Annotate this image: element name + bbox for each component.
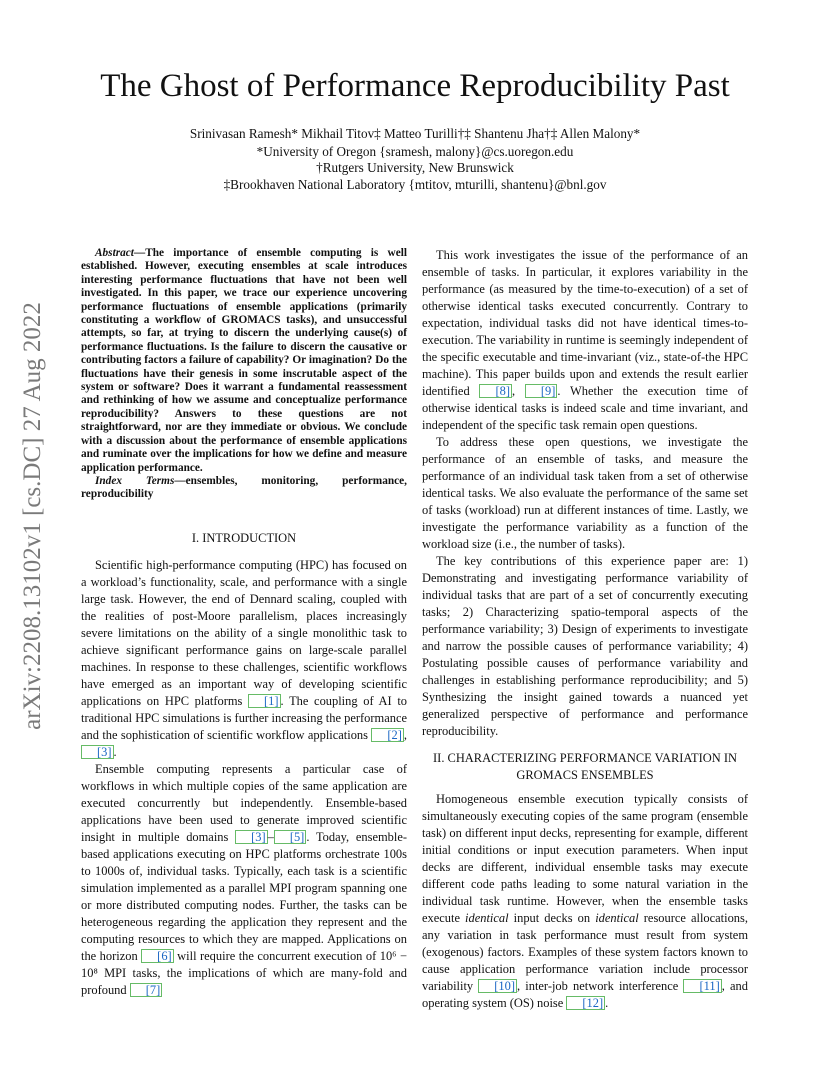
citation-link[interactable]: [10] — [478, 979, 517, 993]
citation-link[interactable]: [2] — [371, 728, 404, 742]
citation-link[interactable]: [3] — [235, 830, 268, 844]
citation-link[interactable]: [12] — [566, 996, 605, 1010]
citation-link[interactable]: [6] — [141, 949, 174, 963]
arxiv-stamp — [14, 272, 52, 760]
text: input decks on — [508, 911, 596, 925]
citation-link[interactable]: [8] — [479, 384, 512, 398]
affiliation-bnl: ‡Brookhaven National Laboratory {mtitov, mturilli, shantenu}@bnl.gov — [223, 177, 607, 192]
text: This work investigates the issue of the performance of an ensemble of tasks. In particular, it explores variability in the performance (as measured by the time-to-execution) of a set of otherwise identical tasks executed concurrently. Contrary to expectation, individual tasks did not have identical times-to-execution. The variability in runtime is seemingly independent of the specific executable and time-invariant (viz., state-of-the HPC machine). This paper builds upon and extends the result earlier identified — [422, 248, 748, 398]
abstract-text: —The importance of ensemble computing is well established. However, executing ensembles at scale introduces interesting performance fluctuations that have not been well investigated. In this paper, we trace our experience uncovering performance fluctuations of ensemble applications (primarily constituting a workflow of GROMACS tasks), and unsuccessful attempts, so far, at trying to discern the underlying cause(s) of performance fluctuations. Is the failure to discern the causative or contributing factors a failure of capability? Or imagination? Do the fluctuations have their genesis in some inscrutable aspect of the system or software? Does it warrant a fundamental reassessment and rethinking of how we assume and conceptualize performance reproducibility? Answers to these questions are not straightforward, nor are they immediate or obvious. We conclude with a discussion about the performance of ensemble applications and ruminate over the implications for how we define and measure application performance. — [81, 247, 407, 474]
intro-paragraph-2: Ensemble computing represents a particular case of workflows in which multiple copies of the same application are executed concurrently but independently. Ensemble-based applications have been used to generate improved scientific insight in multiple domains [3] – [5] . Today, ensemble-based applications executing on HPC platforms orchestrate 100s to 1000s of, individual tasks. Typically, each task is a scientific simulation implemented as a parallel MPI program spanning one or more distributed computing nodes. Further, the tasks can be heterogeneous regarding the application they represent and the computing resources to which they are mapped. Applications on the horizon [6] will require the concurrent execution of 10⁶ − 10⁸ MPI tasks, the implications of which are many-fold and profound [7] — [81, 761, 408, 997]
section-heading-2-line-1: II. CHARACTERIZING PERFORMANCE VARIATION IN — [433, 751, 737, 765]
right-paragraph-2: To address these open questions, we investigate the performance of an ensemble of tasks, and measure the performance of an individual task taken from a set of otherwise identical tasks. We also evaluate the performance of the same set of tasks (workload) run at different instances of time. Lastly, we investigate the performance variability as a function of the workload size (i.e., the number of tasks). — [422, 435, 748, 551]
author-list: Srinivasan Ramesh* Mikhail Titov‡ Matteo Turilli†‡ Shantenu Jha†‡ Allen Malony* — [189, 126, 641, 141]
text: Scientific high-performance computing (HPC) has focused on a workload’s functionality, scale, and performance with a single large task. However, the end of Dennard scaling, coupled with the realities of post-Moore parallelism, places increasingly severe limitations on the ability of a single monolithic task to achieve significant performance gains on large-scale parallel machines. In response to these challenges, scientific workflows have emerged as an important way of developing scientific applications on HPC platforms — [81, 557, 407, 708]
index-terms-text: —ensembles, monitoring, performance, reproducibility — [81, 474, 407, 501]
text: , inter-job network interference — [517, 979, 684, 993]
section-heading-introduction: I. INTRODUCTION — [191, 530, 297, 545]
text: . The coupling of AI to traditional HPC simulations is further increasing the performance and the sophistication of scientific workflow applications — [81, 693, 408, 742]
affiliation-rutgers: †Rutgers University, New Brunswick — [316, 160, 514, 175]
section-heading-2-line-2: GROMACS ENSEMBLES — [516, 768, 654, 782]
citation-link[interactable]: [1] — [248, 694, 281, 708]
text: , and operating system (OS) noise — [422, 979, 748, 1010]
abstract — [81, 247, 407, 475]
section2-paragraph: Homogeneous ensemble execution typically consists of simultaneously executing copies of the same program (ensemble task) on different input decks, representing for example, different initial conditions or input execution parameters. When input decks are different, individual ensemble tasks may execute different code paths leading to some natural variation in the individual task runtime. However, when the ensemble tasks execute identical input decks on identical resource allocations, any variation in task performance must result from system (exogenous) factors. Examples of these system factors known to cause application performance variation include processor variability [10] , inter-job network interference [11] , and operating system (OS) noise [12] . — [422, 792, 748, 1010]
citation-link[interactable]: [3] — [81, 745, 114, 759]
emphasis: identical — [595, 911, 639, 925]
text: Homogeneous ensemble execution typically consists of simultaneously executing copies of the same program (ensemble task) on different input decks, representing for example, different initial conditions or input execution parameters. When input decks are different, individual ensemble tasks may execute different code paths leading to some natural variation in the individual task runtime. However, when the ensemble tasks execute — [422, 792, 748, 925]
citation-link[interactable]: [7] — [130, 983, 163, 997]
index-terms — [81, 475, 407, 502]
citation-link[interactable]: [11] — [683, 979, 721, 993]
text: Ensemble computing represents a particular case of workflows in which multiple copies of the same application are executed concurrently but independently. Ensemble-based applications have been used to generate improved scientific insight in multiple domains — [81, 761, 407, 844]
text: will require the concurrent execution of 10⁶ − 10⁸ MPI tasks, the implications of which are many-fold and profound — [81, 948, 408, 997]
intro-paragraph-1: Scientific high-performance computing (HPC) has focused on a workload’s functionality, scale, and performance with a single large task. However, the end of Dennard scaling, coupled with the realities of post-Moore parallelism, places increasingly severe limitations on the ability of a single monolithic task to achieve significant performance gains on large-scale parallel machines. In response to these challenges, scientific workflows have emerged as an important way of developing scientific applications on HPC platforms [1] . The coupling of AI to traditional HPC simulations is further increasing the performance and the sophistication of scientific workflow applications [2] , [3] . — [81, 557, 408, 759]
left-column — [81, 247, 407, 999]
affiliation-oregon: *University of Oregon {sramesh, malony}@cs.uoregon.edu — [256, 144, 574, 159]
abstract-label: Abstract — [95, 247, 134, 259]
paper-title: The Ghost of Performance Reproducibility Past — [100, 68, 730, 104]
text: . Today, ensemble-based applications executing on HPC platforms orchestrate 100s to 1000s of, individual tasks. Typically, each task is a scientific simulation implemented as a parallel MPI program spanning one or more distributed computing nodes. Further, the tasks can be heterogeneous regarding the application they represent and the computing resources to which they are mapped. Applications on the horizon — [81, 829, 407, 963]
arxiv-stamp-text: arXiv:2208.13102v1 [cs.DC] 27 Aug 2022 — [19, 302, 46, 730]
right-paragraph-1: This work investigates the issue of the performance of an ensemble of tasks. In particular, it explores variability in the performance (as measured by the time-to-execution) of a set of otherwise identical tasks executed concurrently. Contrary to expectation, individual tasks did not have identical times-to-execution. The variability in runtime is seemingly independent of the specific executable and time-invariant (viz., state-of-the HPC machine). This paper builds upon and extends the result earlier identified [8] , [9] . Whether the execution time of otherwise identical tasks is indeed scale and time invariant, and independent of the specific task remain open questions. — [422, 248, 748, 432]
citation-link[interactable]: [5] — [274, 830, 307, 844]
contributions-paragraph: The key contributions of this experience paper are: 1) Demonstrating and investigating performance variability of individual tasks that are part of a set of concurrently executing tasks; 2) Characterizing spatio-temporal aspects of the performance variability; 3) Design of experiments to investigate and narrow the possible causes of performance variability; 4) Postulating possible causes of performance variability and challenges in establishing performance reproducibility; and 5) Synthesizing the insight gained towards a nuanced yet generalized perspective of performance and performance reproducibility. — [422, 554, 748, 738]
text: resource allocations, any variation in task performance must result from system (exogenous) factors. Examples of these system factors known to cause application performance variation include processor variability — [422, 911, 748, 993]
emphasis: identical — [465, 911, 509, 925]
citation-link[interactable]: [9] — [525, 384, 558, 398]
text: . Whether the execution time of otherwise identical tasks is indeed scale and time invariant, and independent of the specific task remain open questions. — [422, 384, 748, 432]
right-column — [422, 247, 748, 1012]
index-terms-label: Index Terms — [95, 474, 175, 487]
